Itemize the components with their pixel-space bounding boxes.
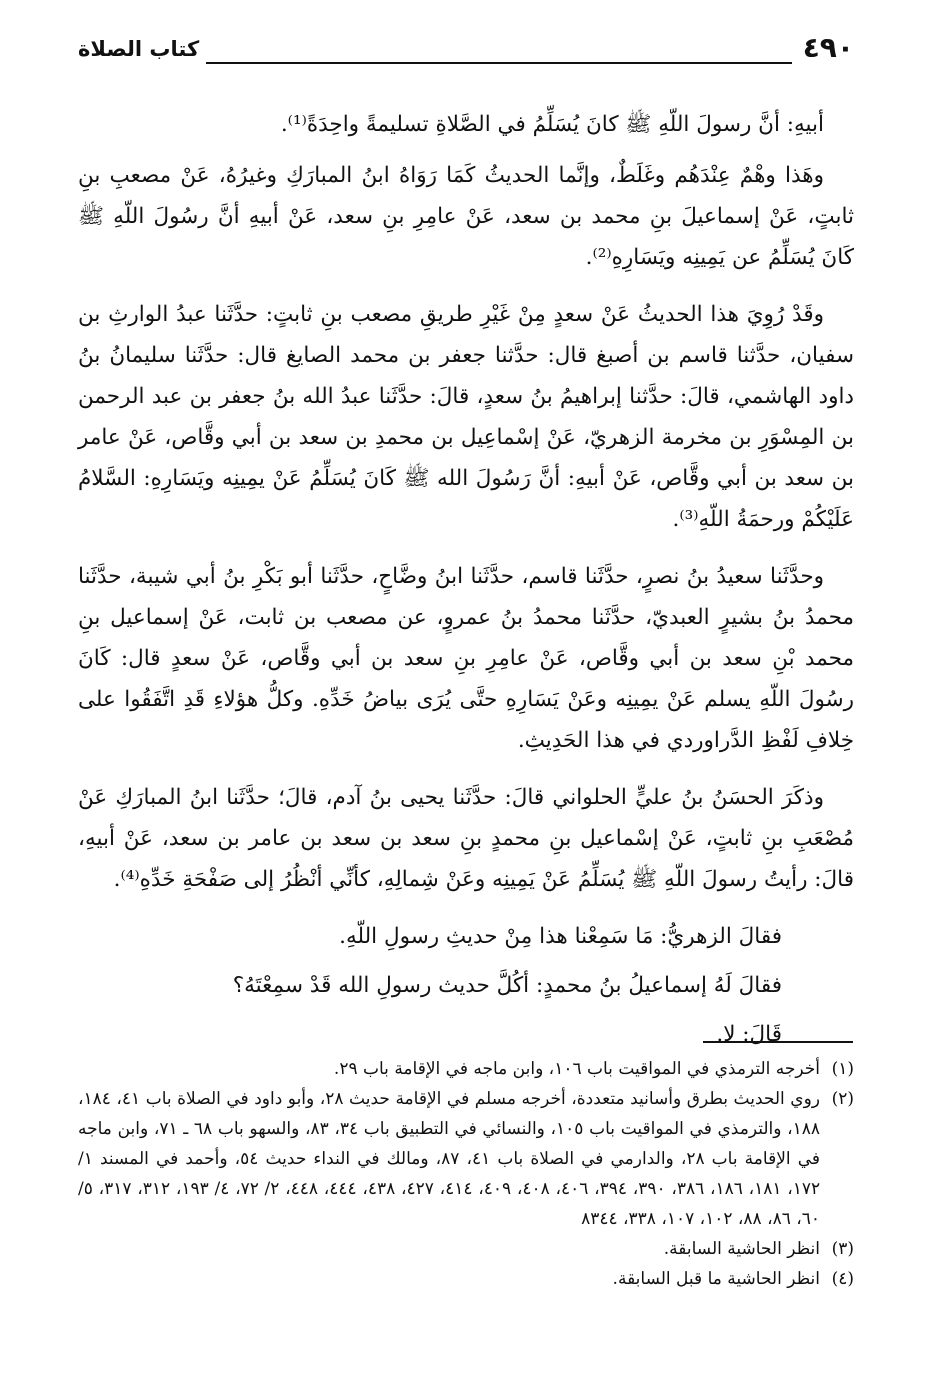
footnote-text: أخرجه الترمذي في المواقيت باب ١٠٦، وابن ماجه في الإقامة باب ٢٩. (333, 1059, 820, 1079)
footnote-number: (٢) (831, 1089, 854, 1109)
dialogue-line: فقالَ لَهُ إسماعيلُ بنُ محمدٍ: أكُلَّ حديث رسولِ الله قَدْ سمِعْتَهُ؟ (232, 973, 782, 998)
footnote-rule (703, 1041, 853, 1043)
paragraph: وهَذا وهْمٌ عِنْدَهُم وغَلَطٌ، وإنَّما الحديثُ كَمَا رَوَاهُ ابنُ المبارَكِ وغيرُهُ، عَنْ مصعبِ بنِ ثابتٍ، عَنْ إسماعيلَ بنِ محمد بن سعد، عَنْ عامِرِ بنِ سعد، عَنْ أبيهِ أنَّ رسُولَ اللّهِ ﷺ كَانَ يُسَلِّمُ عن يَمِينِه ويَسَارِهِ⁽²⁾. (78, 163, 854, 270)
book-title: كتاب الصلاة (78, 37, 200, 61)
footnote (78, 1054, 854, 1084)
paragraph: وقَدْ رُوِيَ هذا الحديثُ عَنْ سعدٍ مِنْ غَيْرِ طريقِ مصعب بنِ ثابتٍ: حدَّثَنا عبدُ الوارثِ بن سفيان، حدَّثنا قاسم بن أصبغ قال: حدَّثنا جعفر بن محمد الصايغ قال: حدَّثَنا سليمانُ بنُ داود الهاشمي، قالَ: حدَّثنا إبراهيمُ بنُ سعدٍ، قالَ: حدَّثَنا عبدُ الله بنُ جعفر بن عبد الرحمن بن المِسْوَرِ بن مخرمة الزهريّ، عَنْ إسْماعِيل بن محمدِ بن سعد بن أبي وقَّاص، عَنْ عامر بن سعد بن أبي وقَّاص، عَنْ أبيهِ: أنَّ رَسُولَ الله ﷺ كَانَ يُسَلِّمُ عَنْ يمِينِه ويَسَارِهِ: السَّلامُ عَلَيْكُمْ ورحمَةُ اللّهِ⁽³⁾. (78, 302, 854, 532)
dialogue-line: قَالَ: لا. (716, 1022, 782, 1047)
footnote (78, 1264, 854, 1294)
footnote (78, 1084, 854, 1234)
paragraph: وحدَّثَنا سعيدُ بنُ نصرٍ، حدَّثَنا قاسم، حدَّثَنا ابنُ وضَّاحٍ، حدَّثَنا أبو بَكْرِ بنُ أبي شيبة، حدَّثَنا محمدُ بنُ بشيرٍ العبديّ، حدَّثَنا محمدُ بنُ عمروٍ، عن مصعب بن ثابت، عَنْ إسماعيل بنِ محمد بْنِ سعد بن أبي وقَّاص، عَنْ عامِرِ بنِ سعد بن أبي وقَّاص، عَنْ سعدٍ قال: كَانَ رسُولَ اللّهِ يسلم عَنْ يمِينِه وعَنْ يَسَارِهِ حتَّى يُرَى بياضُ خَدِّهِ. وكلُّ هؤلاءِ قَدِ اتَّفَقُوا على خِلافِ لَفْظِ الدَّراوردي في هذا الحَدِيثِ. (78, 564, 854, 753)
page-number: ٤٩٠ (802, 31, 854, 64)
dialogue-line: فقالَ الزهريُّ: مَا سَمِعْنا هذا مِنْ حديثِ رسولِ اللّهِ. (339, 924, 782, 949)
main-text (78, 104, 854, 1063)
running-header (78, 28, 854, 72)
paragraph: وذكَرَ الحسَنُ بنُ عليٍّ الحلواني قالَ: حدَّثَنا يحيى بنُ آدم، قالَ؛ حدَّثَنا ابنُ المبارَكِ عَنْ مُصْعَبِ بنِ ثابتٍ، عَنْ إسْماعيل بنِ محمدٍ بنِ سعد بن سعد بن عامر بن سعد، عَنْ أبيهِ، قالَ: رأيتُ رسولَ اللّهِ ﷺ يُسَلِّمُ عَنْ يَمِينِه وعَنْ شِمالِهِ، كأنِّي أنْظُرُ إلى صَفْحَةِ خَدِّهِ⁽⁴⁾. (78, 785, 854, 892)
header-rule (206, 62, 792, 64)
footnote-text: انظر الحاشية ما قبل السابقة. (612, 1269, 820, 1289)
footnotes (78, 1054, 854, 1294)
footnote-text: انظر الحاشية السابقة. (663, 1239, 820, 1259)
paragraph: أبيهِ: أنَّ رسولَ اللّهِ ﷺ كانَ يُسَلِّمُ في الصَّلاةِ تسليمةً واحِدَةً⁽¹⁾. (280, 112, 824, 137)
footnote-number: (٣) (831, 1239, 854, 1259)
footnote-number: (٤) (831, 1269, 854, 1289)
footnote-number: (١) (831, 1059, 854, 1079)
footnote-text: روي الحديث بطرق وأسانيد متعددة، أخرجه مسلم في الإقامة حديث ٢٨، وأبو داود في الصلاة باب ٤١، ١٨٤، ١٨٨، والترمذي في المواقيت باب ١٠٥، والنسائي في التطبيق باب ٣٤، ٨٣، والسهو باب ٦٨ ـ ٧١، وابن ماجه في الإقامة باب ٢٨، والدارمي في الصلاة باب ٤١، ٨٧، ومالك في النداء حديث ٥٤، وأحمد في المسند ١/ ١٧٢، ١٨١، ١٨٦، ٣٨٦، ٣٩٠، ٣٩٤، ٤٠٦، ٤٠٨، ٤٠٩، ٤١٤، ٤٢٧، ٤٣٨، ٤٤٤، ٤٤٨، ٢/ ٧٢، ٤/ ١٩٣، ٣١٢، ٣١٧، ٥/ ٦٠، ٨٦، ٨٨، ١٠٢، ١٠٧، ٣٣٨، ٨٣٤٤ (78, 1089, 821, 1229)
footnote (78, 1234, 854, 1264)
